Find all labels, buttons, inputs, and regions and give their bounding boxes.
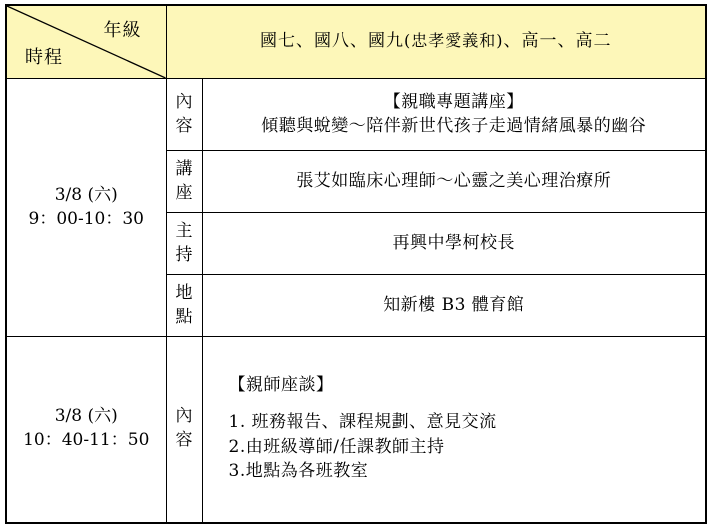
grades-header-cell [166, 5, 706, 79]
session1-location-value [202, 275, 706, 337]
location-name: 知新樓 B3 體育館 [383, 294, 525, 315]
session1-time-range: 9：00-10：30 [28, 208, 144, 229]
session1-speaker-label: 講 座 [166, 151, 202, 213]
session1-time-cell [6, 79, 166, 337]
session2-date: 3/8 (六) [54, 406, 118, 427]
grades-tail-text: 、高一、高二 [503, 31, 612, 52]
speaker-name: 張艾如臨床心理師～心靈之美心理治療所 [296, 170, 612, 191]
discussion-item: 3.地點為各班教室 [228, 461, 369, 482]
header-row [6, 5, 706, 79]
schedule-table [5, 4, 707, 524]
session1-host-label: 主 持 [166, 213, 202, 275]
session1-date: 3/8 (六) [54, 184, 118, 205]
session2-content-value [202, 337, 706, 523]
session1-location-label: 地 點 [166, 275, 202, 337]
session2-content-label: 內 容 [166, 337, 202, 523]
session2-row [6, 337, 706, 523]
lecture-topic: 傾聽與蛻變～陪伴新世代孩子走過情緒風暴的幽谷 [261, 115, 647, 136]
session1-content-value [202, 79, 706, 151]
session1-content-label: 內 容 [166, 79, 202, 151]
discussion-title: 【親師座談】 [228, 375, 334, 396]
session1-speaker-value [202, 151, 706, 213]
host-name: 再興中學柯校長 [392, 232, 515, 253]
session1-host-value [202, 213, 706, 275]
grade-header-label: 年級 [103, 20, 142, 41]
header-corner-cell [6, 5, 166, 79]
session2-time-cell [6, 337, 166, 523]
session1-content-row [6, 79, 706, 151]
discussion-item: 1. 班務報告、課程規劃、意見交流 [228, 412, 497, 433]
grades-main-text: 國七、國八、國九 [260, 31, 404, 52]
lecture-title: 【親職專題講座】 [383, 91, 524, 112]
grades-classes-note: (忠孝愛義和) [404, 31, 504, 51]
discussion-item: 2.由班級導師/任課教師主持 [228, 436, 445, 457]
session2-time-range: 10：40-11：50 [23, 430, 150, 451]
time-header-label: 時程 [25, 46, 63, 68]
